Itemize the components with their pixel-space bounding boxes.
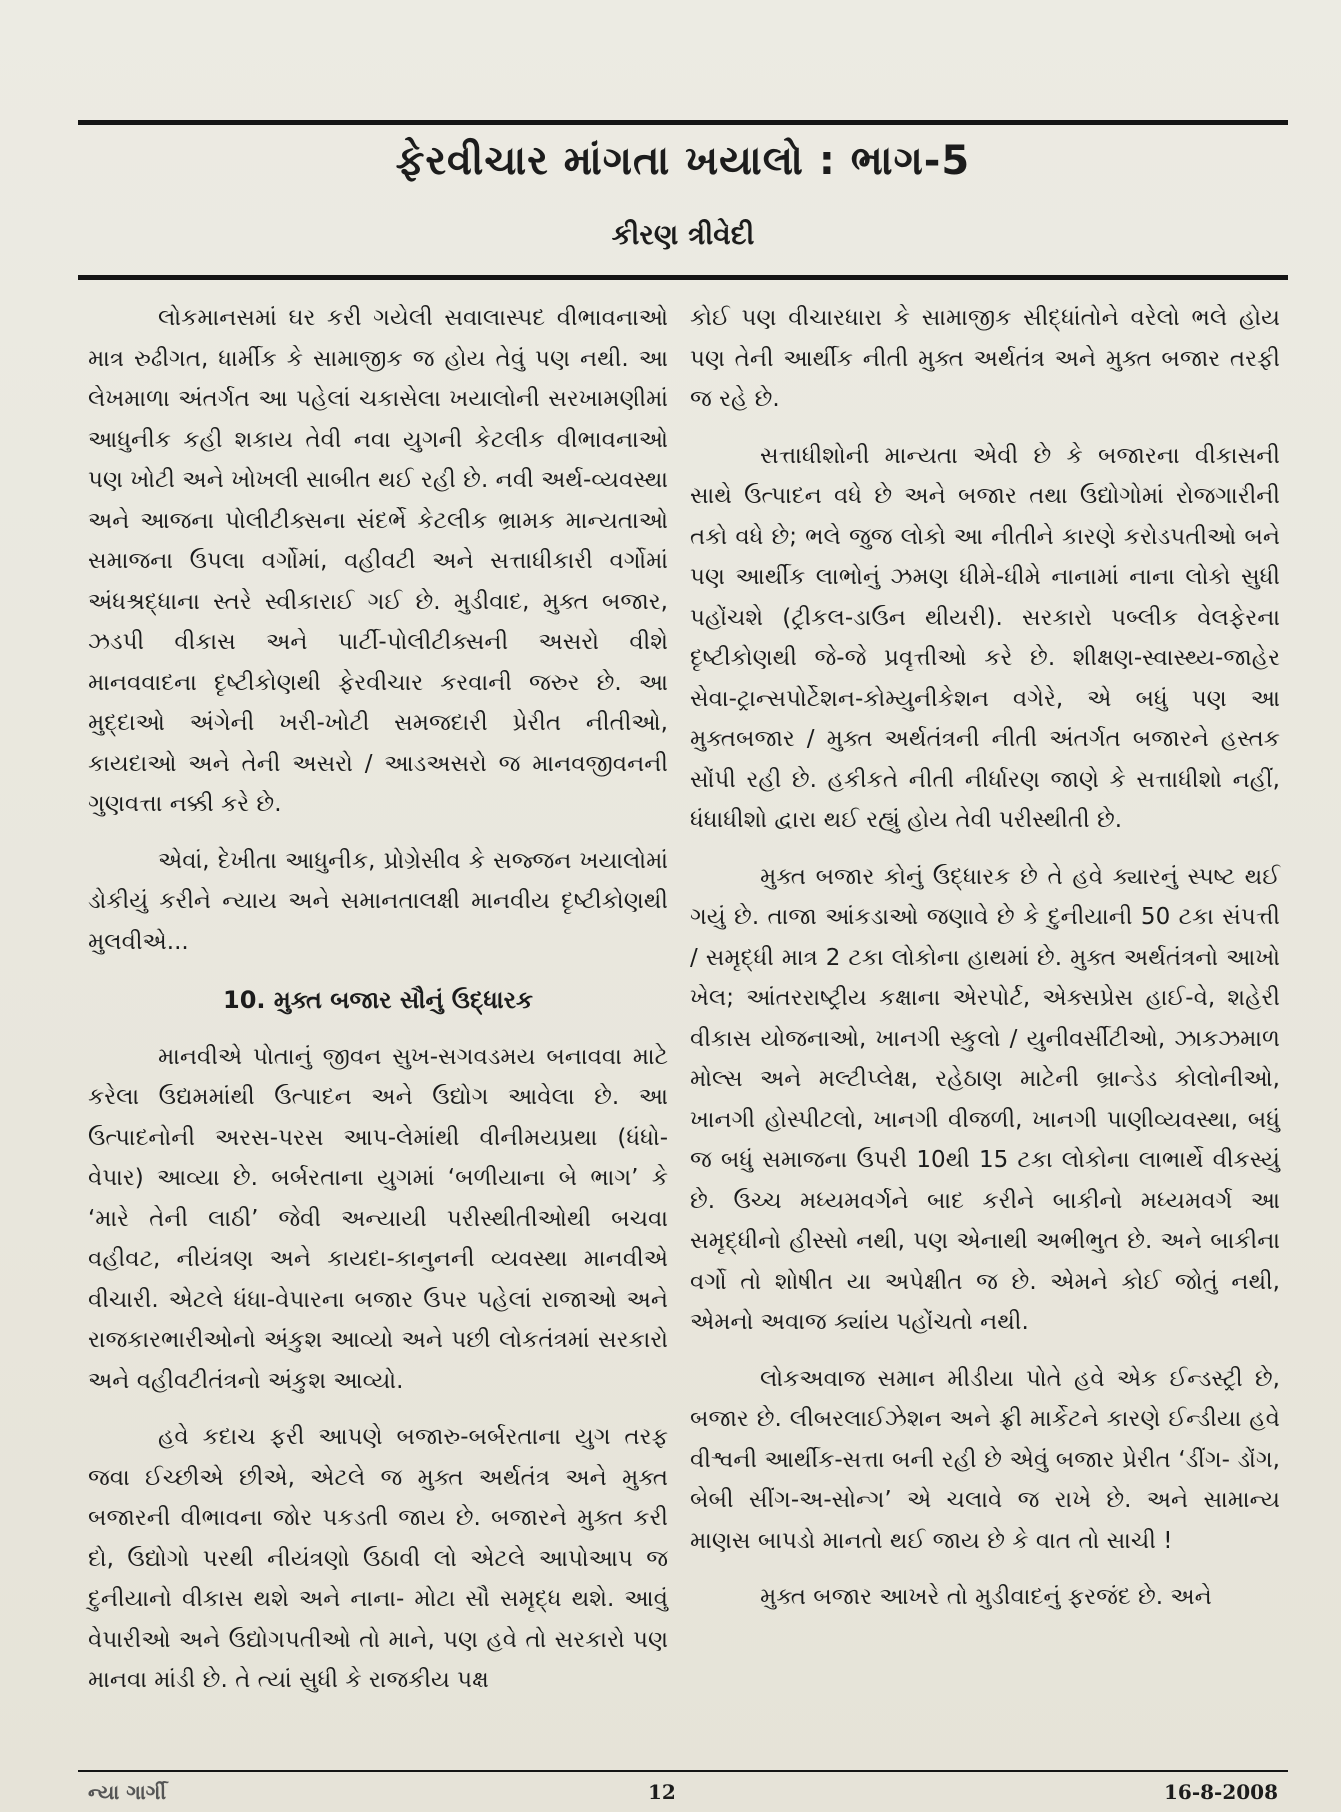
left-paragraph-1: લોકમાનસમાં ઘર કરી ગયેલી સવાલાસ્પદ વીભાવનાઓ માત્ર રુઢીગત, ધાર્મીક કે સામાજીક જ હોય તેવું પણ નથી. આ લેખમાળા અંતર્ગત આ પહેલાં ચકાસેલા ખયાલોની સરખામણીમાં આધુનીક કહી શકાય તેવી નવા યુગની કેટલીક વીભાવનાઓ પણ ખોટી અને ખોખલી સાબીત થઈ રહી છે. નવી અર્થ-વ્યવસ્થા અને આજના પોલીટીક્સના સંદર્ભે કેટલીક ભ્રામક માન્યતાઓ સમાજના ઉપલા વર્ગોમાં, વહીવટી અને સત્તાધીકારી વર્ગોમાં અંધશ્રદ્ધાના સ્તરે સ્વીકારાઈ ગઈ છે. મુડીવાદ, મુક્ત બજાર, ઝડપી વીકાસ અને પાર્ટી-પોલીટીક્સની અસરો વીશે માનવવાદના દૃષ્ટીકોણથી ફેરવીચાર કરવાની જરુર છે. આ મુદ્દાઓ અંગેની ખરી-ખોટી સમજદારી પ્રેરીત નીતીઓ, કાયદાઓ અને તેની અસરો / આડઅસરો જ માનવજીવનની ગુણવત્તા નક્કી કરે છે. bbox=[88, 305, 668, 817]
section-heading: 10. મુક્ત બજાર સૌનું ઉદ્ધારક bbox=[223, 986, 533, 1014]
left-column bbox=[88, 298, 668, 1717]
right-paragraph-5: મુક્ત બજાર આખરે તો મુડીવાદનું ફરજંદ છે. અને bbox=[760, 1584, 1212, 1610]
right-paragraph-1: કોઈ પણ વીચારધારા કે સામાજીક સીદ્ધાંતોને વરેલો ભલે હોય પણ તેની આર્થીક નીતી મુક્ત અર્થતંત્ર અને મુક્ત બજાર તરફી જ રહે છે. bbox=[690, 305, 1280, 412]
top-rule bbox=[78, 120, 1288, 125]
right-paragraph-2: સત્તાધીશોની માન્યતા એવી છે કે બજારના વીકાસની સાથે ઉત્પાદન વધે છે અને બજાર તથા ઉદ્યોગોમાં રોજગારીની તકો વધે છે; ભલે જુજ લોકો આ નીતીને કારણે કરોડપતીઓ બને પણ આર્થીક લાભોનું ઝમણ ધીમે-ધીમે નાનામાં નાના લોકો સુધી પહોંચશે (ટ્રીકલ-ડાઉન થીયરી). સરકારો પબ્લીક વેલફેરના દૃષ્ટીકોણથી જે-જે પ્રવૃત્તીઓ કરે છે. શીક્ષણ-સ્વાસ્થ્ય-જાહેર સેવા-ટ્રાન્સપોર્ટેશન-કોમ્યુનીકેશન વગેરે, એ બધું પણ આ મુક્તબજાર / મુક્ત અર્થતંત્રની નીતી અંતર્ગત બજારને હસ્તક સોંપી રહી છે. હકીકતે નીતી નીર્ધારણ જાણે કે સત્તાધીશો નહીં, ધંધાધીશો દ્વારા થઈ રહ્યું હોય તેવી પરીસ્થીતી છે. bbox=[690, 442, 1280, 833]
header-rule bbox=[78, 275, 1288, 280]
page-footer bbox=[78, 1780, 1288, 1810]
issue-date: 16-8-2008 bbox=[1163, 1780, 1278, 1804]
left-paragraph-3: માનવીએ પોતાનું જીવન સુખ-સગવડમય બનાવવા માટે કરેલા ઉદ્યમમાંથી ઉત્પાદન અને ઉદ્યોગ આવેલા છે. આ ઉત્પાદનોની અરસ-પરસ આપ-લેમાંથી વીનીમયપ્રથા (ધંધો-વેપાર) આવ્યા છે. બર્બરતાના યુગમાં ‘બળીયાના બે ભાગ’ કે ‘મારે તેની લાઠી’ જેવી અન્યાયી પરીસ્થીતીઓથી બચવા વહીવટ, નીયંત્રણ અને કાયદા-કાનુનની વ્યવસ્થા માનવીએ વીચારી. એટલે ધંધા-વેપારના બજાર ઉપર પહેલાં રાજાઓ અને રાજકારભારીઓનો અંકુશ આવ્યો અને પછી લોકતંત્રમાં સરકારો અને વહીવટીતંત્રનો અંકુશ આવ્યો. bbox=[88, 1043, 668, 1394]
right-paragraph-4: લોકઅવાજ સમાન મીડીયા પોતે હવે એક ઈન્ડસ્ટ્રી છે, બજાર છે. લીબરલાઈઝેશન અને ફ્રી માર્કેટને કારણે ઈન્ડીયા હવે વીશ્વની આર્થીક-સત્તા બની રહી છે એવું બજાર પ્રેરીત ‘ડીંગ- ડોંગ, બેબી સીંગ-અ-સોન્ગ’ એ ચલાવે જ રાખે છે. અને સામાન્ય માણસ બાપડો માનતો થઈ જાય છે કે વાત તો સાચી ! bbox=[690, 1365, 1280, 1554]
right-paragraph-3: મુક્ત બજાર કોનું ઉદ્ધારક છે તે હવે ક્યારનું સ્પષ્ટ થઈ ગયું છે. તાજા આંકડાઓ જણાવે છે કે દુનીયાની 50 ટકા સંપત્તી / સમૃદ્ધી માત્ર 2 ટકા લોકોના હાથમાં છે. મુક્ત અર્થતંત્રનો આખો ખેલ; આંતરરાષ્ટ્રીય કક્ષાના એરપોર્ટ, એક્સપ્રેસ હાઈ-વે, શહેરી વીકાસ યોજનાઓ, ખાનગી સ્કુલો / યુનીવર્સીટીઓ, ઝાકઝમાળ મોલ્સ અને મલ્ટીપ્લેક્ષ, રહેઠાણ માટેની બ્રાન્ડેડ કોલોનીઓ, ખાનગી હોસ્પીટલો, ખાનગી વીજળી, ખાનગી પાણીવ્યવસ્થા, બધું જ બધું સમાજના ઉપરી 10થી 15 ટકા લોકોના લાભાર્થે વીકસ્યું છે. ઉચ્ચ મધ્યમવર્ગને બાદ કરીને બાકીનો મધ્યમવર્ગ આ સમૃદ્ધીનો હીસ્સો નથી, પણ એનાથી અભીભુત છે. અને બાકીના વર્ગો તો શોષીત યા અપેક્ષીત જ છે. એમને કોઈ જોતું નથી, એમનો અવાજ ક્યાંય પહોંચતો નથી. bbox=[690, 863, 1280, 1335]
right-column bbox=[690, 298, 1280, 1634]
article-author: કીરણ ત્રીવેદી bbox=[611, 218, 755, 251]
page-number: 12 bbox=[648, 1780, 676, 1804]
footer-publication: ન્યા ગાર્ગી bbox=[88, 1780, 167, 1804]
left-paragraph-2: એવાં, દેખીતા આધુનીક, પ્રોગ્રેસીવ કે સજ્જન ખયાલોમાં ડોકીયું કરીને ન્યાય અને સમાનતાલક્ષી માનવીય દૃષ્ટીકોણથી મુલવીએ... bbox=[88, 847, 668, 955]
footer-rule bbox=[78, 1770, 1288, 1772]
left-paragraph-4: હવે કદાચ ફરી આપણે બજારુ-બર્બરતાના યુગ તરફ જવા ઈચ્છીએ છીએ, એટલે જ મુક્ત અર્થતંત્ર અને મુક્ત બજારની વીભાવના જોર પકડતી જાય છે. બજારને મુક્ત કરી દો, ઉદ્યોગો પરથી નીયંત્રણો ઉઠાવી લો એટલે આપોઆપ જ દુનીયાનો વીકાસ થશે અને નાના- મોટા સૌ સમૃદ્ધ થશે. આવું વેપારીઓ અને ઉદ્યોગપતીઓ તો માને, પણ હવે તો સરકારો પણ માનવા માંડી છે. તે ત્યાં સુધી કે રાજકીય પક્ષ bbox=[88, 1424, 668, 1693]
article-title: ફેરવીચાર માંગતા ખયાલો : ભાગ-5 bbox=[395, 138, 971, 184]
